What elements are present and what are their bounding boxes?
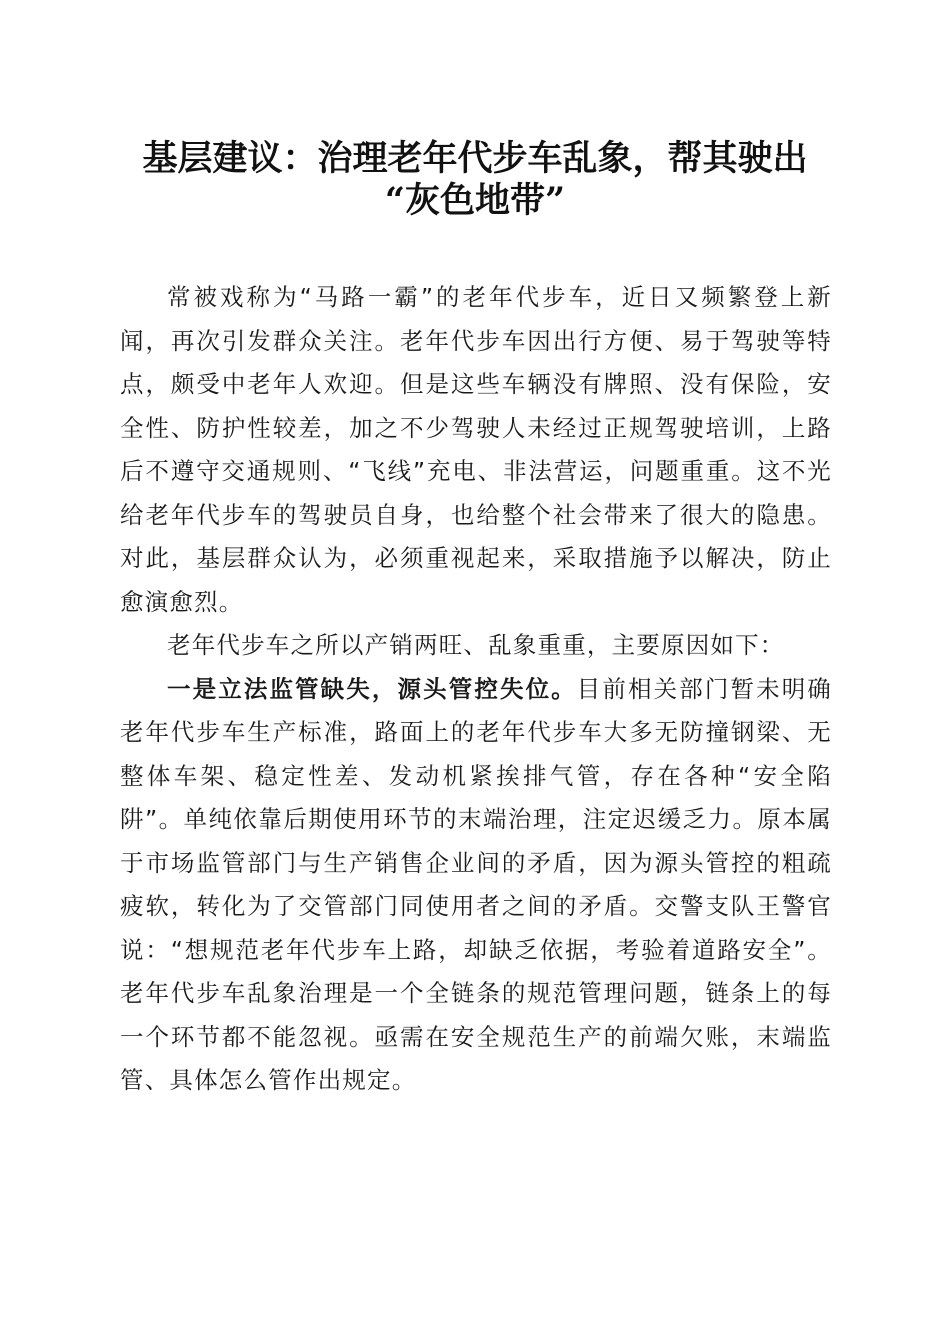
paragraph-text: 常被戏称为“马路一霸”的老年代步车，近日又频繁登上新闻，再次引发群众关注。老年代步车因出行方便、易于驾驶等特点，颇受中老年人欢迎。但是这些车辆没有牌照、没有保险，安全性、防护性较差，加之不少驾驶人未经过正规驾驶培训，上路后不遵守交通规则、“飞线”充电、非法营运，问题重重。这不光给老年代步车的驾驶员自身，也给整个社会带来了很大的隐患。对此，基层群众认为，必须重视起来，采取措施予以解决，防止愈演愈烈。	[120, 283, 832, 616]
paragraph-bold-heading: 一是立法监管缺失，源头管控失位。	[167, 674, 577, 703]
paragraph-intro	[120, 276, 832, 624]
title-line-1: 基层建议：治理老年代步车乱象，帮其驶出	[142, 138, 808, 179]
document-body	[120, 276, 832, 1103]
paragraph-text: 老年代步车之所以产销两旺、乱象重重，主要原因如下：	[167, 631, 785, 659]
paragraph-causes-lead	[120, 624, 832, 668]
paragraph-text: 目前相关部门暂未明确老年代步车生产标准，路面上的老年代步车大多无防撞钢梁、无整体车架、稳定性差、发动机紧挨排气管，存在各种“安全陷阱”。单纯依靠后期使用环节的末端治理，注定迟缓乏力。原本属于市场监管部门与生产销售企业间的矛盾，因为源头管控的粗疏疲软，转化为了交管部门同使用者之间的矛盾。交警支队王警官说：“想规范老年代步车上路，却缺乏依据，考验着道路安全”。老年代步车乱象治理是一个全链条的规范管理问题，链条上的每一个环节都不能忽视。亟需在安全规范生产的前端欠账，末端监管、具体怎么管作出规定。	[120, 674, 833, 1094]
document-title	[100, 138, 850, 222]
title-line-2: “灰色地带”	[384, 180, 566, 221]
paragraph-cause-one	[120, 668, 832, 1103]
